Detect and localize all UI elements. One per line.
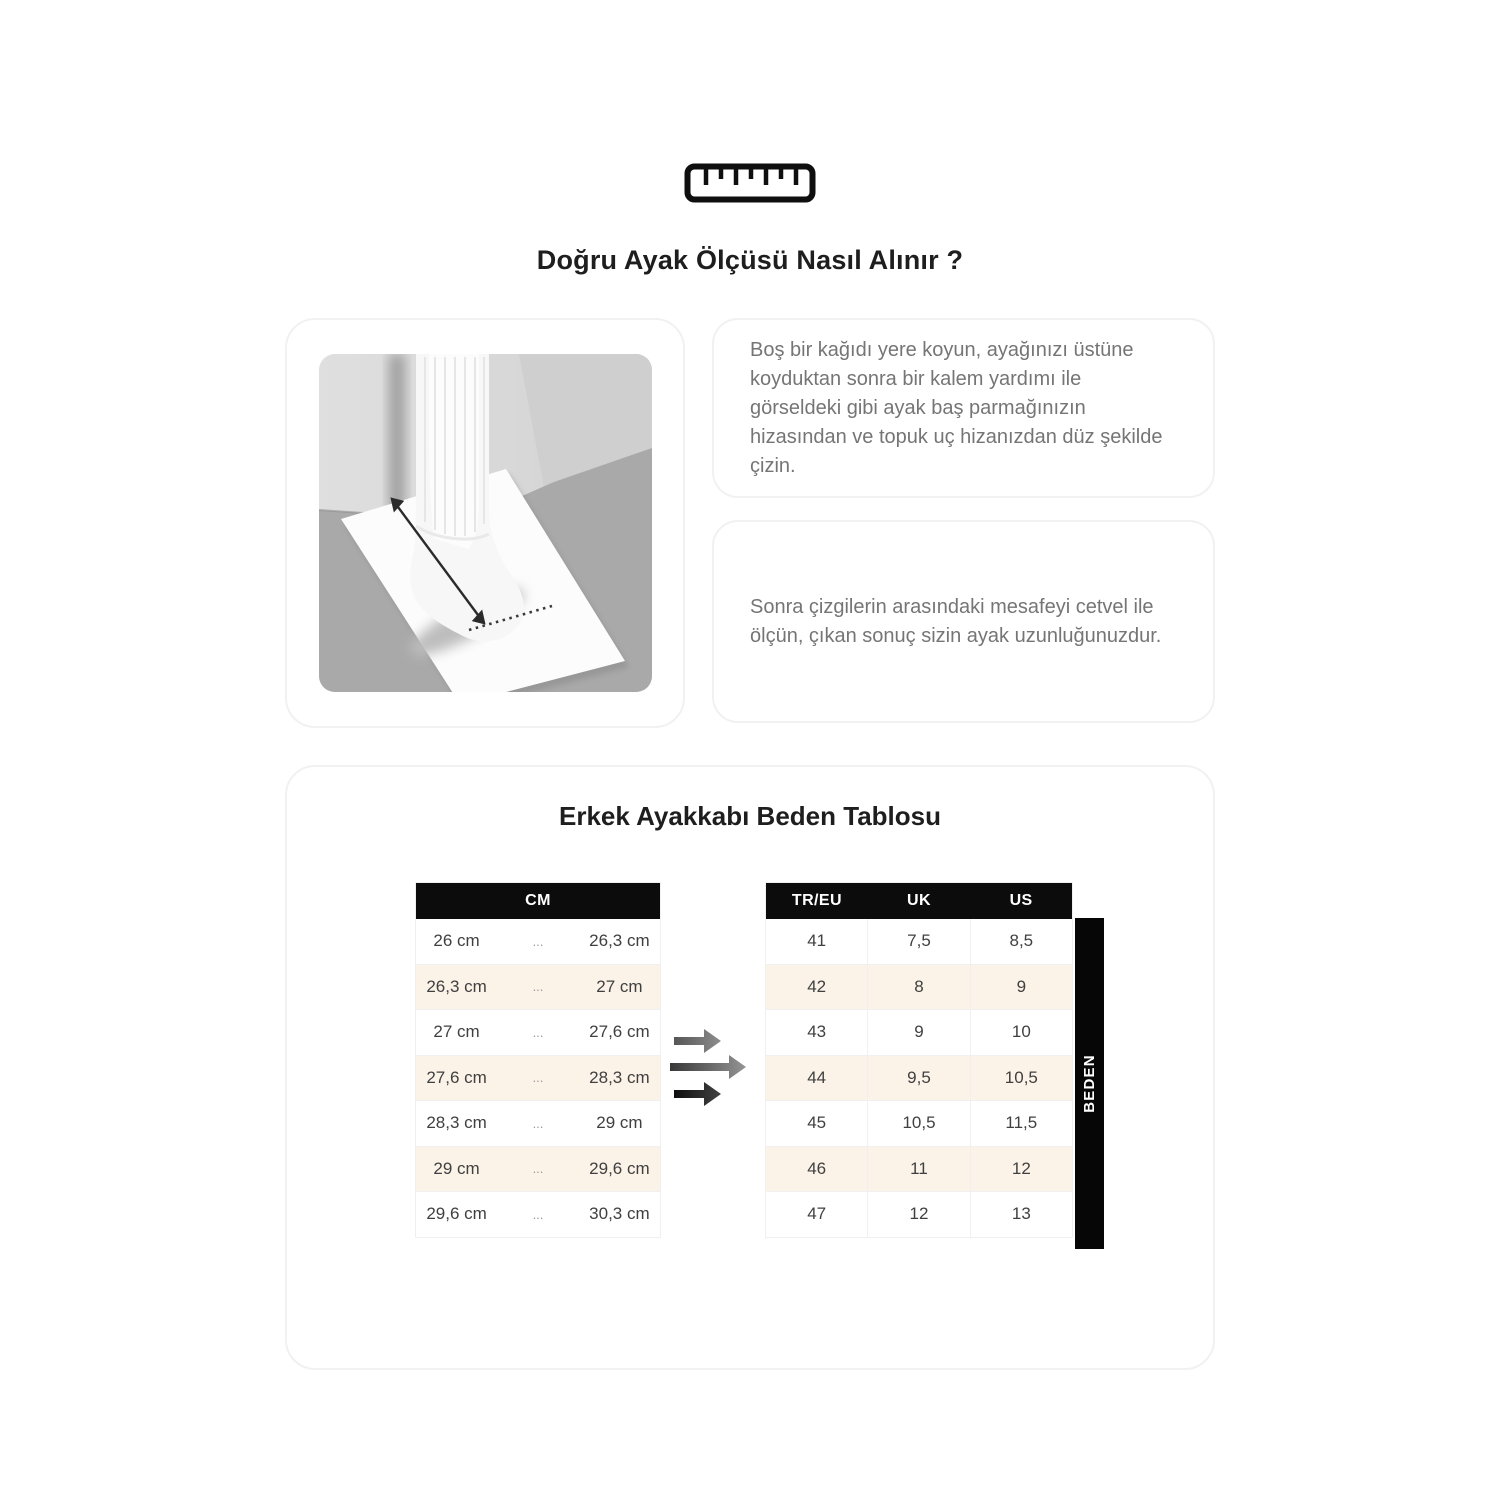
page-title: Doğru Ayak Ölçüsü Nasıl Alınır ? [536, 245, 964, 275]
range-separator: ... [532, 979, 544, 995]
cm-table-row [416, 919, 661, 965]
triple-right-arrows-icon [660, 1014, 765, 1114]
cm-table-row [416, 1101, 661, 1147]
cm-range-to: 27 cm [596, 976, 643, 996]
cm-table-row [416, 964, 661, 1010]
range-separator: ... [532, 1115, 544, 1131]
size-us: 11,5 [970, 1101, 1072, 1147]
size-table-row [766, 964, 1073, 1010]
size-tr-eu: 42 [807, 976, 827, 996]
size-uk: 12 [868, 1192, 970, 1238]
size-table-row [766, 1146, 1073, 1192]
size-uk: 7,5 [868, 919, 970, 965]
instruction-card-1 [712, 318, 1215, 498]
range-separator: ... [532, 1024, 544, 1040]
cm-table-row [416, 1010, 661, 1056]
cm-range-from: 26,3 cm [426, 976, 487, 996]
instruction-step-2: Sonra çizgilerin arasındaki mesafeyi cetvel ile ölçün, çıkan sonuç sizin ayak uzunluğunuzdur. [750, 595, 1162, 647]
instruction-card-2 [712, 520, 1215, 723]
cm-range-to: 30,3 cm [589, 1204, 650, 1224]
size-uk: 11 [868, 1146, 970, 1192]
size-table-title: Erkek Ayakkabı Beden Tablosu [559, 801, 941, 831]
cm-table-body [416, 919, 661, 1238]
col-header-us: US [970, 883, 1072, 919]
size-uk: 10,5 [868, 1101, 970, 1147]
cm-range-from: 27,6 cm [426, 1067, 487, 1087]
size-uk: 8 [868, 964, 970, 1010]
size-uk: 9 [868, 1010, 970, 1056]
size-uk: 9,5 [868, 1055, 970, 1101]
size-us: 10 [970, 1010, 1072, 1056]
cm-range-from: 29,6 cm [426, 1204, 487, 1224]
cm-table [415, 882, 661, 1238]
instruction-column [712, 318, 1215, 728]
size-us: 12 [970, 1146, 1072, 1192]
range-separator: ... [532, 1206, 544, 1222]
size-table-body [766, 919, 1073, 1238]
cm-range-to: 27,6 cm [589, 1022, 650, 1042]
size-table-header-row [766, 883, 1073, 919]
cm-table-row [416, 1055, 661, 1101]
cm-range-to: 26,3 cm [589, 931, 650, 950]
size-tr-eu: 45 [807, 1113, 827, 1133]
cm-range-from: 26 cm [433, 931, 480, 950]
size-us: 8,5 [970, 919, 1072, 965]
size-us: 10,5 [970, 1055, 1072, 1101]
size-tr-eu: 44 [807, 1067, 827, 1087]
leg-shadow [389, 354, 405, 512]
size-table-row [766, 1101, 1073, 1147]
ruler-icon [285, 163, 1215, 203]
cm-range-to: 28,3 cm [589, 1067, 650, 1087]
cm-table-header-row [416, 883, 661, 919]
size-tr-eu: 46 [807, 1158, 827, 1178]
beden-label: BEDEN [1081, 1054, 1099, 1113]
size-table-row [766, 1055, 1073, 1101]
range-separator: ... [532, 933, 544, 949]
size-tr-eu: 47 [807, 1204, 827, 1224]
size-table [765, 882, 1073, 1238]
foot-measurement-photo [319, 354, 652, 692]
col-header-tr-eu: TR/EU [766, 883, 868, 919]
cm-range-to: 29 cm [596, 1113, 643, 1133]
col-header-uk: UK [868, 883, 970, 919]
size-tr-eu: 41 [807, 931, 827, 950]
cm-table-row [416, 1146, 661, 1192]
cm-range-from: 29 cm [433, 1158, 480, 1178]
instruction-step-1: Boş bir kağıdı yere koyun, ayağınızı üstüne koyduktan sonra bir kalem yardımı ile görseldeki gibi ayak baş parmağınızın hizasından ve topuk uç hizanızdan düz şekilde çizin. [750, 338, 1163, 477]
beden-side-bar [1075, 918, 1104, 1249]
size-us: 9 [970, 964, 1072, 1010]
size-tr-eu: 43 [807, 1022, 827, 1042]
size-table-row [766, 1192, 1073, 1238]
range-separator: ... [532, 1070, 544, 1086]
range-separator: ... [532, 1161, 544, 1177]
cm-table-row [416, 1192, 661, 1238]
size-table-row [766, 919, 1073, 965]
size-table-card [285, 765, 1215, 1370]
size-guide-page [285, 0, 1215, 1370]
cm-table-header: CM [416, 883, 661, 919]
size-us: 13 [970, 1192, 1072, 1238]
cm-range-to: 29,6 cm [589, 1158, 650, 1178]
size-table-row [766, 1010, 1073, 1056]
cm-range-from: 28,3 cm [426, 1113, 487, 1133]
cm-range-from: 27 cm [433, 1022, 480, 1042]
how-to-section [285, 318, 1215, 728]
photo-card [285, 318, 685, 728]
